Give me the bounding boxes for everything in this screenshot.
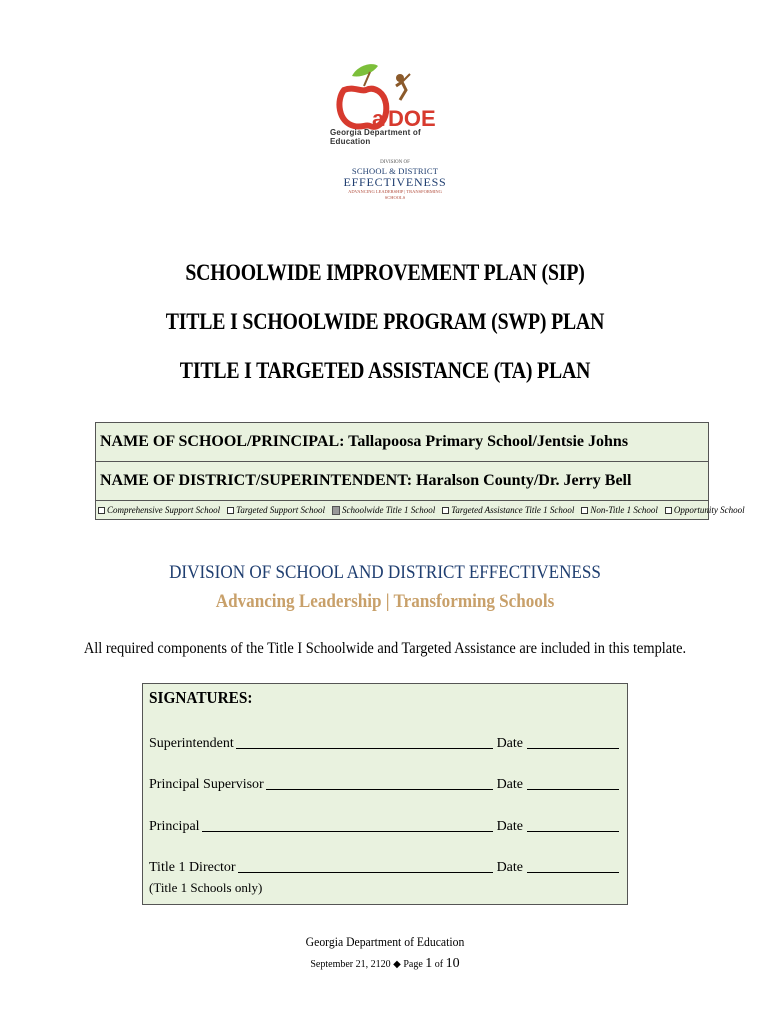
checkbox-targeted-assistance-title1[interactable] — [442, 505, 574, 515]
page-footer — [0, 933, 770, 974]
signature-line[interactable] — [266, 788, 493, 790]
school-principal-row — [96, 423, 708, 462]
checkbox-icon — [227, 507, 234, 514]
footer-page-total: 10 — [445, 956, 460, 971]
footer-page-word: Page — [403, 959, 423, 970]
footer-pagination — [0, 955, 770, 974]
footer-of-word: of — [434, 959, 444, 970]
title-sip: SCHOOLWIDE IMPROVEMENT PLAN (SIP) — [185, 260, 585, 285]
division-tagline: Advancing Leadership | Transforming Schools — [215, 591, 555, 612]
sde-logo-line3: ADVANCING LEADERSHIP | TRANSFORMING SCHOOLS — [348, 189, 442, 200]
checkbox-label: Non-Title 1 School — [590, 505, 658, 515]
date-line[interactable] — [527, 788, 619, 790]
bullet-icon: ◆ — [393, 959, 401, 970]
date-label: Date — [496, 819, 523, 834]
title-swp: TITLE I SCHOOLWIDE PROGRAM (SWP) PLAN — [165, 309, 605, 334]
title-ta: TITLE I TARGETED ASSISTANCE (TA) PLAN — [179, 358, 591, 383]
checkbox-schoolwide-title1[interactable] — [332, 505, 435, 515]
signature-name: Principal Supervisor — [149, 777, 264, 792]
date-line[interactable] — [527, 747, 619, 749]
school-principal-text: NAME OF SCHOOL/PRINCIPAL: Tallapoosa Primary School/Jentsie Johns — [100, 433, 629, 450]
checkbox-icon — [442, 507, 449, 514]
checkbox-icon — [665, 507, 672, 514]
checkbox-label: Comprehensive Support School — [107, 505, 221, 515]
checkbox-label: Targeted Support School — [236, 505, 325, 515]
checkbox-label: Schoolwide Title 1 School — [342, 505, 436, 515]
date-line[interactable] — [527, 871, 619, 873]
gadoe-caption: Georgia Department of Education — [330, 128, 421, 146]
date-label: Date — [496, 736, 523, 751]
svg-text:a: a — [372, 106, 385, 131]
signature-line[interactable] — [238, 871, 493, 873]
signature-name: Principal — [149, 819, 200, 834]
footer-date: September 21, 2120 — [310, 959, 391, 970]
checkbox-non-title1[interactable] — [581, 505, 658, 515]
components-note: All required components of the Title I Schoolwide and Targeted Assistance are included in this template. — [83, 640, 687, 657]
sde-logo — [340, 160, 450, 201]
signatures-box — [142, 683, 628, 905]
division-heading — [0, 560, 770, 618]
footer-org: Georgia Department of Education — [305, 934, 465, 949]
checkbox-label: Targeted Assistance Title 1 School — [451, 505, 575, 515]
school-info-table — [95, 422, 745, 520]
sde-logo-top: DIVISION OF — [380, 160, 410, 165]
date-label: Date — [496, 860, 523, 875]
signature-row-principal-supervisor — [149, 773, 619, 793]
signature-name: Superintendent — [149, 736, 234, 751]
signature-name: Title 1 Director — [149, 860, 236, 875]
signature-line[interactable] — [236, 747, 493, 749]
signature-note: (Title 1 Schools only) — [149, 880, 263, 895]
checkbox-icon — [581, 507, 588, 514]
sde-logo-line2: EFFECTIVENESS — [343, 175, 447, 189]
signature-row-principal — [149, 815, 619, 835]
checkbox-icon — [98, 507, 105, 514]
signature-row-superintendent — [149, 732, 619, 752]
school-type-checkboxes — [96, 501, 745, 519]
svg-text:DOE: DOE — [388, 106, 436, 131]
signature-row-title1-director — [149, 856, 619, 876]
checkbox-comprehensive-support[interactable] — [98, 505, 220, 515]
document-titles — [0, 248, 770, 395]
sde-logo-line1: SCHOOL & DISTRICT — [351, 166, 439, 176]
date-label: Date — [496, 777, 523, 792]
district-superintendent-text: NAME OF DISTRICT/SUPERINTENDENT: Haralson County/Dr. Jerry Bell — [100, 472, 632, 489]
district-superintendent-row — [96, 462, 708, 501]
signature-line[interactable] — [202, 830, 493, 832]
checkbox-label: Opportunity School — [673, 505, 745, 515]
division-name: DIVISION OF SCHOOL AND DISTRICT EFFECTIVENESS — [169, 562, 601, 583]
checkbox-opportunity-school[interactable] — [665, 505, 745, 515]
checkbox-targeted-support[interactable] — [227, 505, 325, 515]
signatures-title: SIGNATURES: — [149, 688, 253, 707]
date-line[interactable] — [527, 830, 619, 832]
footer-page-number: 1 — [425, 956, 433, 971]
checked-checkbox-icon — [332, 506, 340, 515]
